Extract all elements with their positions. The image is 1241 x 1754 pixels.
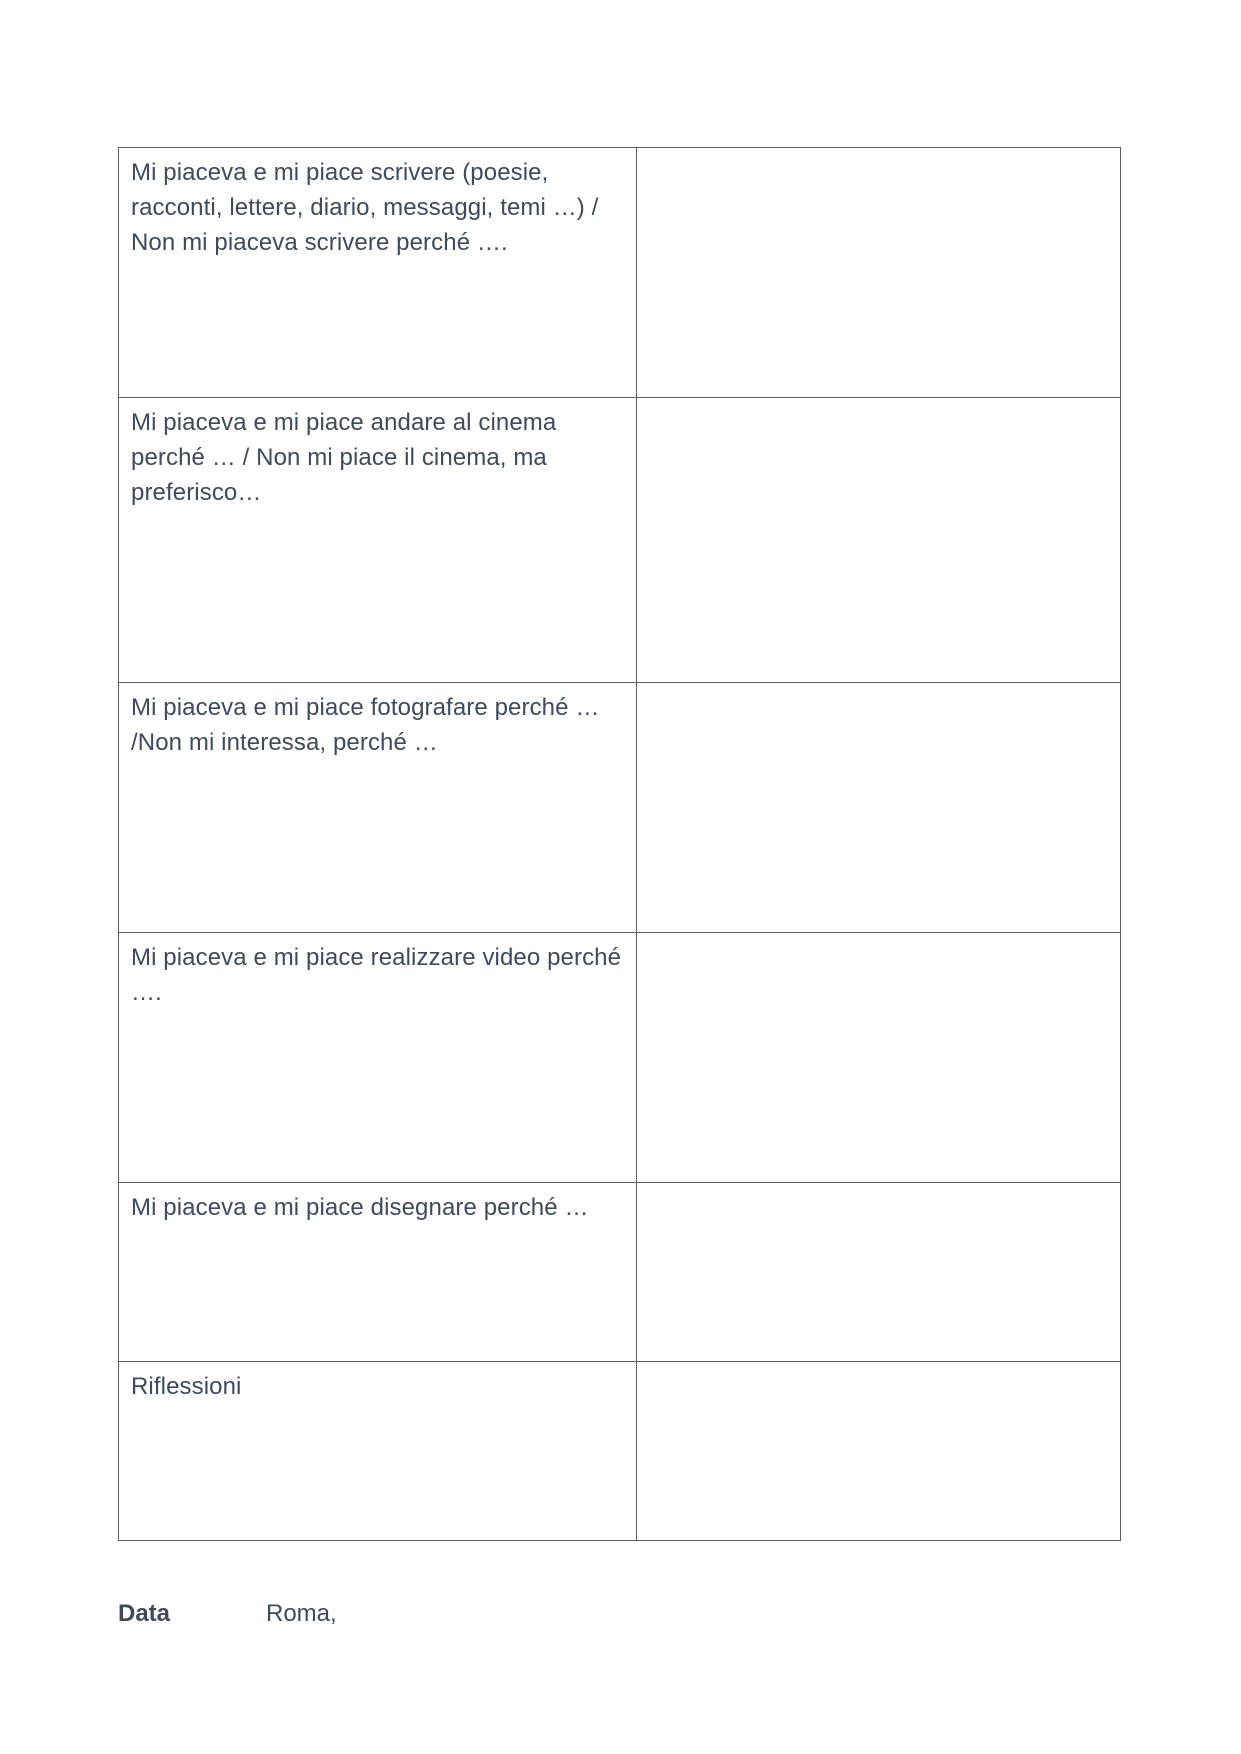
answer-cell-cinema[interactable]: [637, 398, 1121, 683]
prompt-cell-photography: [119, 683, 637, 933]
answer-cell-drawing[interactable]: [637, 1183, 1121, 1362]
table-row: [119, 398, 1121, 683]
date-label: Data: [118, 1600, 171, 1627]
date-line: [118, 1598, 337, 1630]
table-row: [119, 683, 1121, 933]
answer-cell-writing[interactable]: [637, 148, 1121, 398]
prompt-cell-drawing: [119, 1183, 637, 1362]
prompt-text: Mi piaceva e mi piace fotografare perché … /Non mi interessa, perché …: [131, 694, 600, 756]
table-row: [119, 1362, 1121, 1541]
prompt-cell-writing: [119, 148, 637, 398]
prompt-text: Mi piaceva e mi piace disegnare perché …: [131, 1194, 589, 1221]
prompt-text: Riflessioni: [131, 1373, 242, 1400]
survey-table: [118, 147, 1121, 1541]
answer-cell-photography[interactable]: [637, 683, 1121, 933]
prompt-cell-cinema: [119, 398, 637, 683]
date-value: Roma,: [266, 1600, 337, 1627]
prompt-text: Mi piaceva e mi piace andare al cinema perché … / Non mi piace il cinema, ma preferisco…: [131, 409, 557, 506]
prompt-text: Mi piaceva e mi piace realizzare video perché ….: [131, 944, 622, 1006]
prompt-text: Mi piaceva e mi piace scrivere (poesie, racconti, lettere, diario, messaggi, temi …) / Non mi piaceva scrivere perché ….: [131, 159, 599, 256]
answer-cell-video[interactable]: [637, 933, 1121, 1183]
answer-cell-reflections[interactable]: [637, 1362, 1121, 1541]
table-row: [119, 1183, 1121, 1362]
table-row: [119, 933, 1121, 1183]
prompt-cell-reflections: [119, 1362, 637, 1541]
prompt-cell-video: [119, 933, 637, 1183]
table-row: [119, 148, 1121, 398]
